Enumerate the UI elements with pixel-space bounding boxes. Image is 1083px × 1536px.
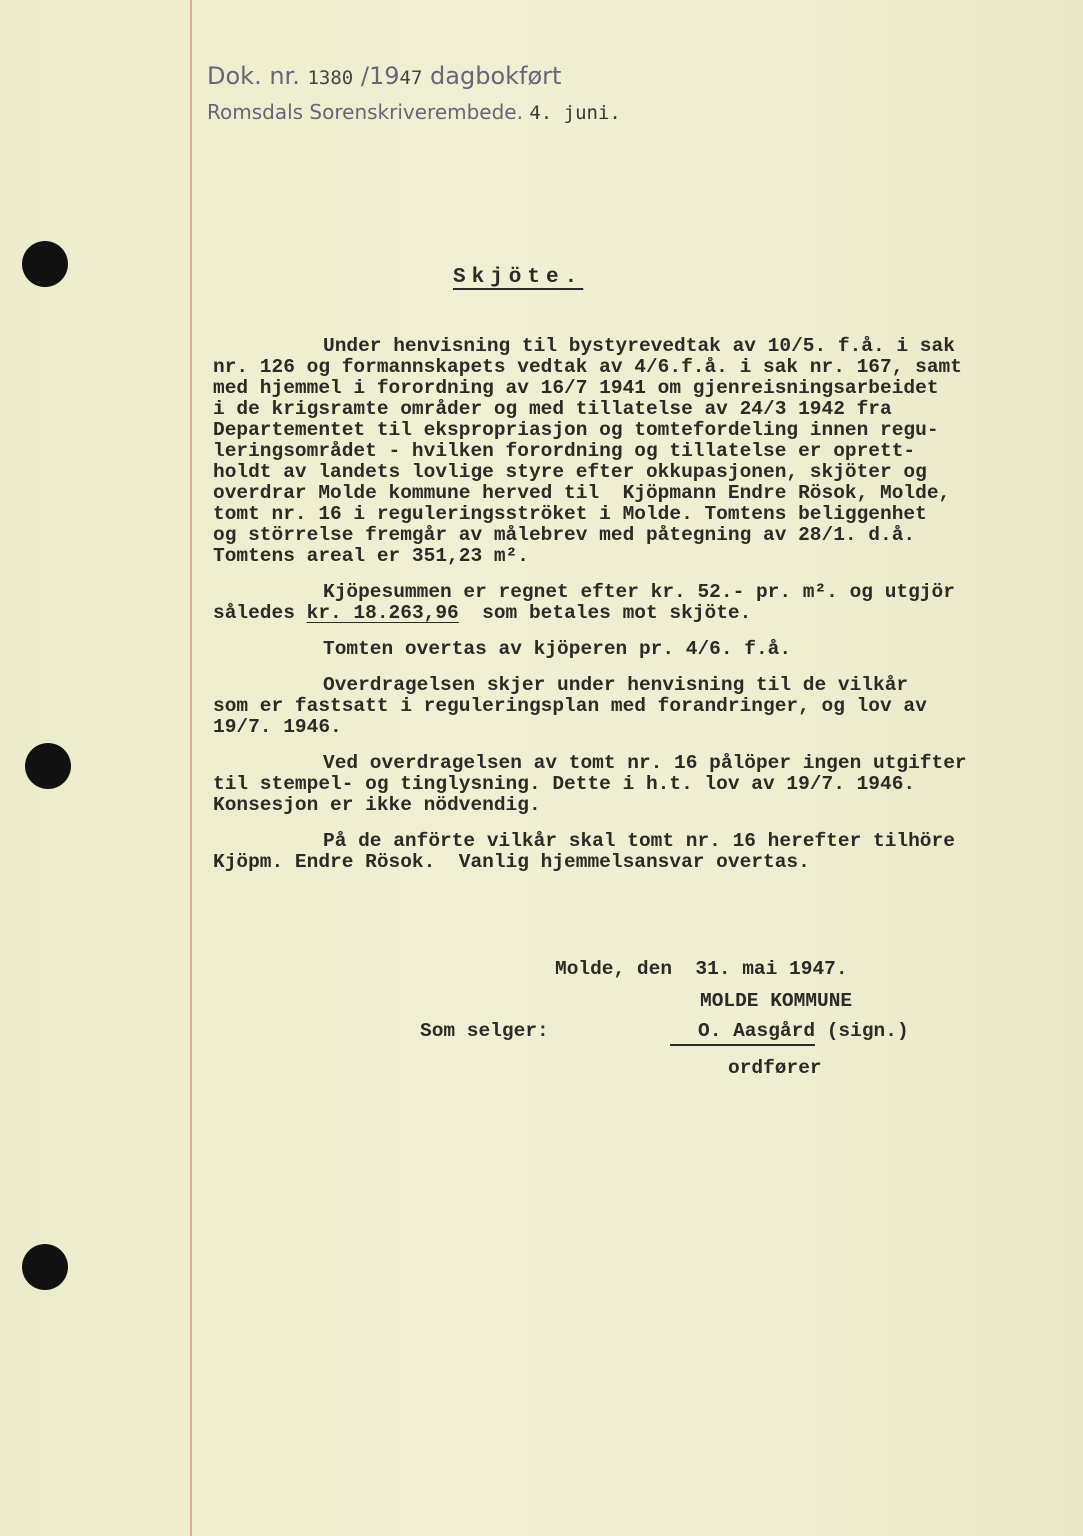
place-and-date: Molde, den 31. mai 1947.	[555, 958, 848, 980]
text-line: tomt nr. 16 i reguleringsströket i Molde. Tomtens beliggenhet	[213, 503, 927, 525]
text-line: Tomten overtas av kjöperen pr. 4/6. f.å.	[323, 638, 792, 660]
text-line: Departementet til ekspropriasjon og tomtefordeling innen regu-	[213, 419, 939, 441]
punch-hole	[22, 1244, 68, 1290]
text-line: Under henvisning til bystyrevedtak av 10/5. f.å. i sak	[323, 335, 955, 357]
registration-stamp-line-1	[207, 62, 561, 90]
text-line: Tomtens areal er 351,23 m².	[213, 545, 529, 567]
paragraph-1	[213, 336, 1043, 567]
paragraph-4	[213, 675, 1043, 738]
signatory-note: (sign.)	[815, 1020, 909, 1042]
text-line: Kjöpesummen er regnet efter kr. 52.- pr. m². og utgjör	[323, 581, 955, 603]
text-line: og störrelse fremgår av målebrev med påtegning av 28/1. d.å.	[213, 524, 916, 546]
text-line: Overdragelsen skjer under henvisning til de vilkår	[323, 674, 909, 696]
text-line: Konsesjon er ikke nödvendig.	[213, 794, 541, 816]
text-line: Ved overdragelsen av tomt nr. 16 pålöper ingen utgifter	[323, 752, 967, 774]
registration-stamp-line-2	[207, 100, 621, 124]
punch-hole	[25, 743, 71, 789]
signatory	[670, 1020, 909, 1042]
text-line: leringsområdet - hvilken forordning og tillatelse er oprett-	[213, 440, 916, 462]
text-line: nr. 126 og formannskapets vedtak av 4/6.f.å. i sak nr. 167, samt	[213, 356, 962, 378]
text-line: holdt av landets lovlige styre efter okkupasjonen, skjöter og	[213, 461, 927, 483]
text-line: overdrar Molde kommune herved til Kjöpmann Endre Rösok, Molde,	[213, 482, 951, 504]
text-after-amount: som betales mot skjöte.	[458, 602, 752, 624]
text-line: som er fastsatt i reguleringsplan med forandringer, og lov av	[213, 695, 927, 717]
signing-organization: MOLDE KOMMUNE	[700, 990, 853, 1012]
purchase-amount: kr. 18.263,96	[306, 602, 459, 624]
paragraph-3	[213, 639, 1043, 660]
seller-label: Som selger:	[420, 1020, 549, 1042]
text-line: 19/7. 1946.	[213, 716, 342, 738]
signatory-title: ordfører	[728, 1057, 822, 1079]
text-line: På de anförte vilkår skal tomt nr. 16 herefter tilhöre	[323, 830, 955, 852]
paragraph-6	[213, 831, 1043, 873]
text-line: i de krigsramte områder og med tillatelse av 24/3 1942 fra	[213, 398, 892, 420]
text-line: til stempel- og tinglysning. Dette i h.t. lov av 19/7. 1946.	[213, 773, 916, 795]
doc-number: 1380	[307, 67, 354, 89]
year-suffix: 47	[399, 67, 423, 89]
stamp-date: 4. juni.	[529, 102, 621, 124]
text-line: med hjemmel i forordning av 16/7 1941 om gjenreisningsarbeidet	[213, 377, 939, 399]
paragraph-5	[213, 753, 1043, 816]
signatory-name: O. Aasgård	[670, 1020, 815, 1046]
text-line	[213, 603, 1043, 624]
text-line: Kjöpm. Endre Rösok. Vanlig hjemmelsansvar overtas.	[213, 851, 810, 873]
stamp-slash-year: /19	[360, 62, 400, 90]
margin-line	[190, 0, 192, 1536]
stamp-office: Romsdals Sorenskriverembede.	[207, 100, 523, 124]
paragraph-2	[213, 582, 1043, 624]
stamp-prefix: Dok. nr.	[207, 62, 300, 90]
punch-hole	[22, 241, 68, 287]
document-body	[213, 336, 1043, 873]
document-title: Skjöte.	[453, 266, 584, 289]
stamp-suffix: dagbokført	[430, 62, 562, 90]
text-before-amount: således	[213, 602, 307, 624]
